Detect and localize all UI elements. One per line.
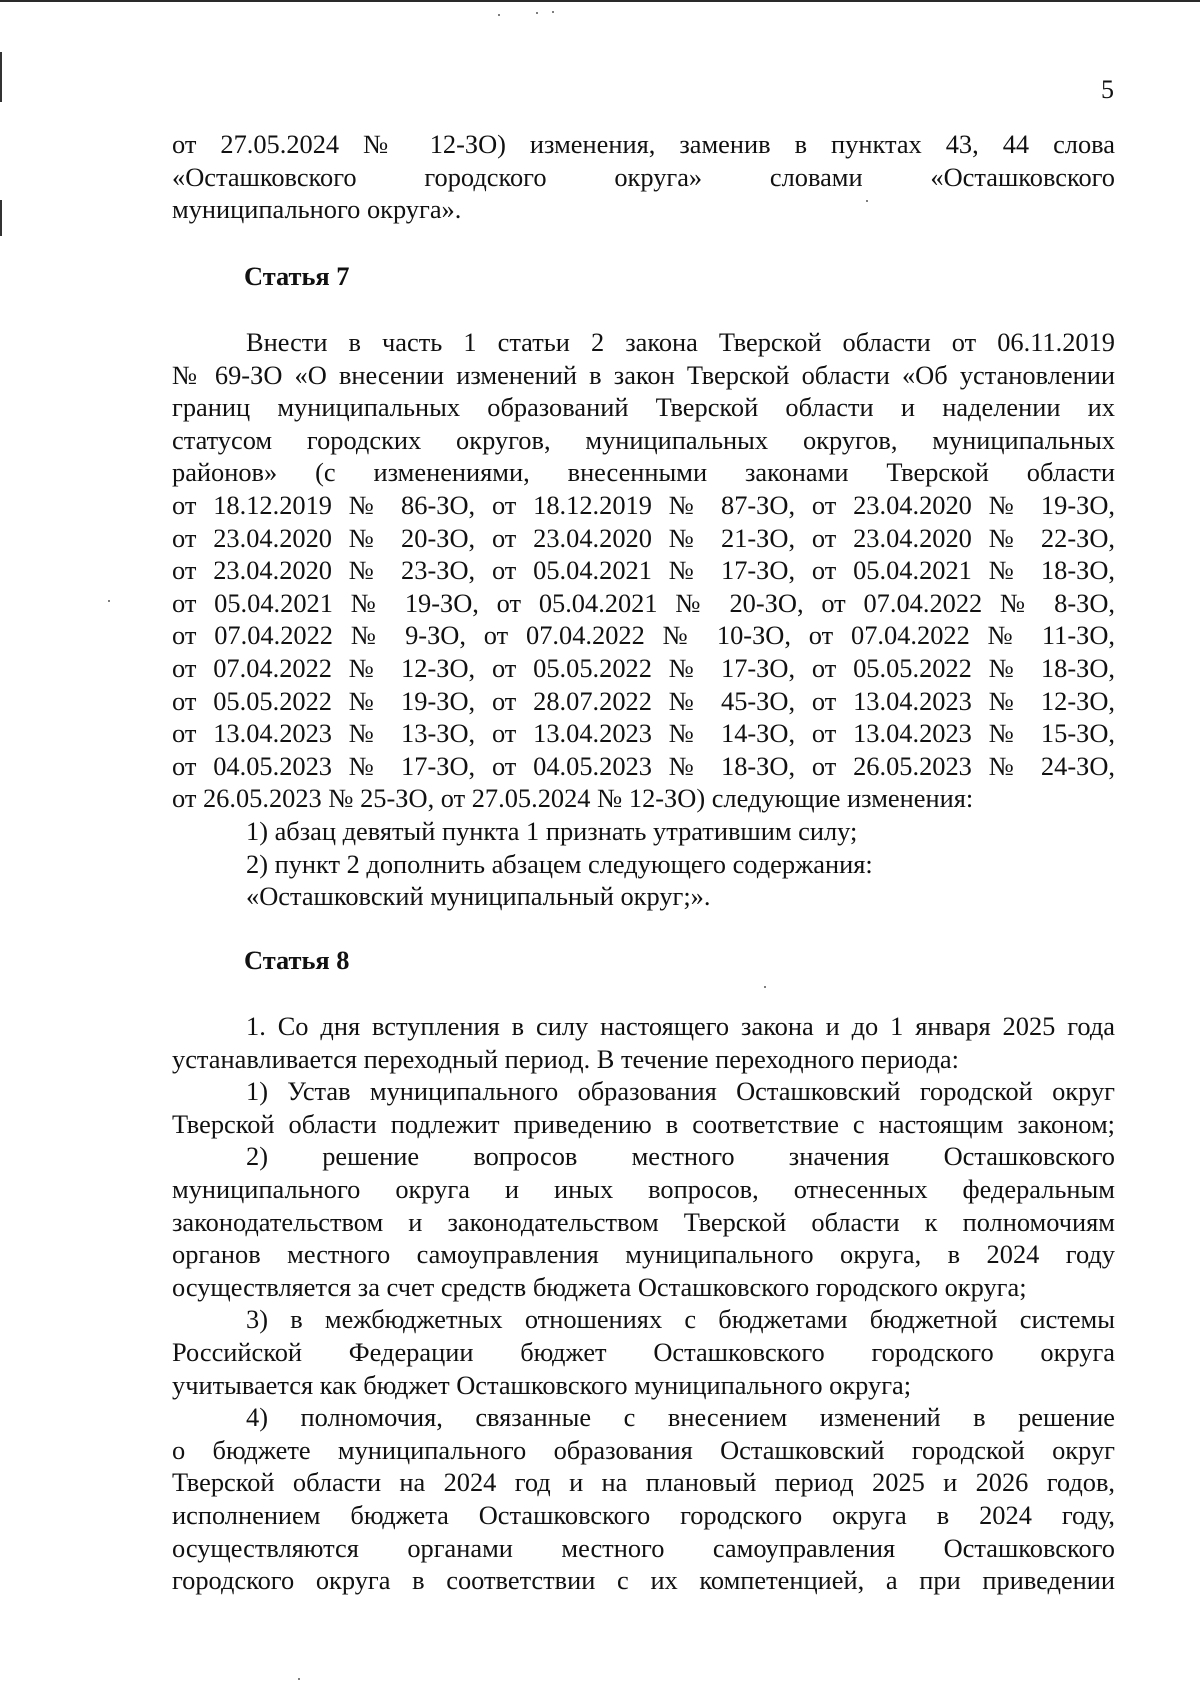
- text-line: законодательством и законодательством Тверской области к полномочиям: [172, 1206, 1115, 1237]
- text-line: муниципального округа и иных вопросов, отнесенных федеральным: [172, 1173, 1115, 1204]
- text-line: районов» (с изменениями, внесенными законами Тверской области: [172, 457, 1115, 488]
- intro-paragraph: [172, 128, 1115, 226]
- text-line: городского округа в соответствии с их компетенцией, а при приведении: [172, 1565, 1115, 1596]
- list-item: 2) решение вопросов местного значения Осташковского: [246, 1141, 1115, 1172]
- text-line: статусом городских округов, муниципальных округов, муниципальных: [172, 424, 1115, 455]
- text-line: от 05.04.2021 № 19-ЗО, от 05.04.2021 № 20-ЗО, от 07.04.2022 № 8-ЗО,: [172, 587, 1115, 618]
- text-line: от 23.04.2020 № 23-ЗО, от 05.04.2021 № 17-ЗО, от 05.04.2021 № 18-ЗО,: [172, 555, 1115, 586]
- text-line: от 18.12.2019 № 86-ЗО, от 18.12.2019 № 87-ЗО, от 23.04.2020 № 19-ЗО,: [172, 489, 1115, 520]
- text-line: от 26.05.2023 № 25-ЗО, от 27.05.2024 № 12-ЗО) следующие изменения:: [172, 783, 974, 814]
- text-line: осуществляется за счет средств бюджета Осташковского городского округа;: [172, 1271, 1027, 1302]
- text-line: осуществляются органами местного самоуправления Осташковского: [172, 1532, 1115, 1563]
- scan-top-edge: [0, 0, 1200, 2]
- text-line: «Осташковского городского округа» словами «Осташковского: [172, 161, 1115, 192]
- text-line: от 13.04.2023 № 13-ЗО, от 13.04.2023 № 14-ЗО, от 13.04.2023 № 15-ЗО,: [172, 718, 1115, 749]
- list-item: 4) полномочия, связанные с внесением изменений в решение: [246, 1402, 1115, 1433]
- text-line: от 04.05.2023 № 17-ЗО, от 04.05.2023 № 18-ЗО, от 26.05.2023 № 24-ЗО,: [172, 750, 1115, 781]
- scan-left-mark: [0, 200, 2, 236]
- text-line: Тверской области подлежит приведению в соответствие с настоящим законом;: [172, 1108, 1115, 1139]
- text-line: Тверской области на 2024 год и на плановый период 2025 и 2026 годов,: [172, 1467, 1115, 1498]
- list-item: 3) в межбюджетных отношениях с бюджетами бюджетной системы: [246, 1304, 1115, 1335]
- scan-speck: [298, 1678, 300, 1680]
- list-item: 2) пункт 2 дополнить абзацем следующего содержания:: [246, 848, 873, 879]
- text-line: от 05.05.2022 № 19-ЗО, от 28.07.2022 № 45-ЗО, от 13.04.2023 № 12-ЗО,: [172, 685, 1115, 716]
- scan-speck: [536, 12, 538, 14]
- text-line: исполнением бюджета Осташковского городского округа в 2024 году,: [172, 1499, 1115, 1530]
- text-line: учитывается как бюджет Осташковского муниципального округа;: [172, 1369, 912, 1400]
- list-item: «Осташковский муниципальный округ;».: [246, 881, 711, 912]
- text-line: органов местного самоуправления муниципального округа, в 2024 году: [172, 1239, 1115, 1270]
- text-line: устанавливается переходный период. В течение переходного периода:: [172, 1043, 959, 1074]
- article-7-heading: Статья 7: [244, 261, 350, 291]
- text-line: Внести в часть 1 статьи 2 закона Тверской области от 06.11.2019: [246, 327, 1115, 357]
- article-7-body: [172, 326, 1115, 913]
- scan-speck: [108, 600, 110, 602]
- list-item: 1) абзац девятый пункта 1 признать утратившим силу;: [246, 815, 858, 846]
- text-line: от 07.04.2022 № 9-ЗО, от 07.04.2022 № 10-ЗО, от 07.04.2022 № 11-ЗО,: [172, 620, 1115, 651]
- text-line: границ муниципальных образований Тверской области и наделении их: [172, 392, 1115, 423]
- scan-left-mark: [0, 52, 2, 102]
- article-8-body: [172, 1010, 1115, 1597]
- text-line: 1. Со дня вступления в силу настоящего закона и до 1 января 2025 года: [246, 1011, 1115, 1041]
- text-line: от 07.04.2022 № 12-ЗО, от 05.05.2022 № 17-ЗО, от 05.05.2022 № 18-ЗО,: [172, 652, 1115, 683]
- list-item: 1) Устав муниципального образования Осташковский городской округ: [246, 1076, 1115, 1107]
- scan-speck: [764, 986, 766, 988]
- text-line: Российской Федерации бюджет Осташковского городского округа: [172, 1336, 1115, 1367]
- text-line: муниципального округа».: [172, 194, 462, 225]
- page-number: 5: [1101, 75, 1114, 104]
- scan-speck: [498, 14, 500, 16]
- text-line: № 69-ЗО «О внесении изменений в закон Тверской области «Об установлении: [172, 359, 1115, 390]
- scan-speck: [552, 11, 554, 13]
- text-line: от 27.05.2024 № 12-ЗО) изменения, заменив в пунктах 43, 44 слова: [172, 129, 1115, 159]
- text-line: от 23.04.2020 № 20-ЗО, от 23.04.2020 № 21-ЗО, от 23.04.2020 № 22-ЗО,: [172, 522, 1115, 553]
- text-line: о бюджете муниципального образования Осташковский городской округ: [172, 1434, 1115, 1465]
- article-8-heading: Статья 8: [244, 945, 350, 975]
